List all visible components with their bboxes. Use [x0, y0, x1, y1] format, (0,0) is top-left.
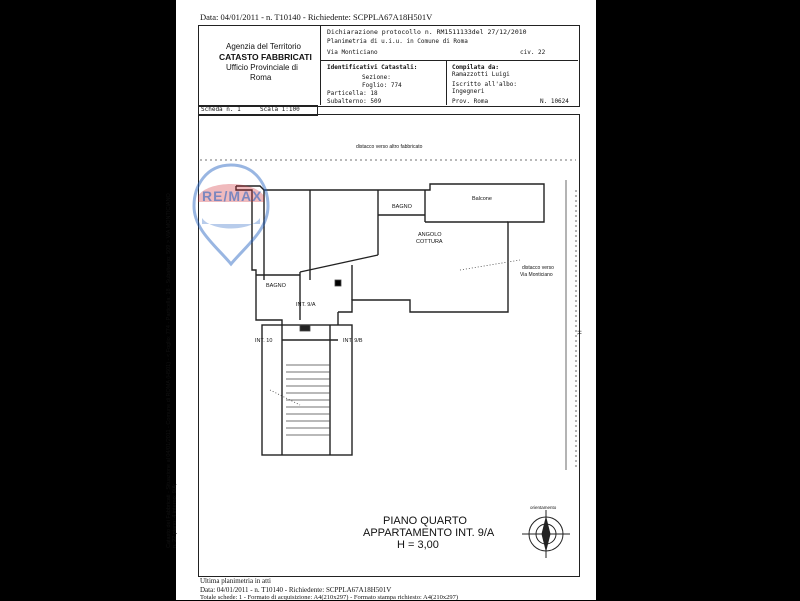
footer-height: H = 3,00	[397, 539, 439, 551]
agency-line4: Roma	[250, 73, 272, 82]
header-request-line: Data: 04/01/2011 - n. T10140 - Richiedente: SCPPLA67A18H501V	[200, 12, 433, 22]
compilata-title: Compilata da:	[452, 64, 499, 71]
label-balcone: Balcone	[472, 196, 492, 202]
identificativi-foglio: Foglio: 774	[362, 82, 402, 89]
label-right-vertical: H.	[575, 330, 582, 336]
identificativi-sezione: Sezione:	[362, 74, 391, 81]
compilata-albo: Ingegneri	[452, 88, 485, 95]
identificativi-subalterno: Subalterno: 509	[327, 98, 382, 105]
protocol-via: Via Monticiano	[327, 49, 378, 56]
label-angolo: ANGOLO	[418, 232, 442, 238]
scheda-scale: Scala 1:100	[260, 106, 300, 113]
watermark-text: RE/MAX	[202, 188, 263, 204]
label-bagno-upper: BAGNO	[392, 204, 412, 210]
footer-schede-line: Totale schede: 1 - Formato di acquisizione: A4(210x297) - Formato stampa richiesto: A4(210x297)	[200, 594, 459, 601]
scheda-number: Scheda n. 1	[201, 106, 241, 113]
agency-line1: Agenzia del Territorio	[226, 42, 302, 51]
compilata-name: Ramazzotti Luigi	[452, 71, 510, 78]
label-cottura: COTTURA	[416, 239, 443, 245]
compilata-num: N. 10624	[540, 98, 569, 105]
agency-line2: CATASTO FABBRICATI	[219, 52, 312, 62]
compilata-iscritto: Iscritto all'albo:	[452, 81, 518, 88]
footer-data-line: Data: 04/01/2011 - n. T10140 - Richiedente: SCPPLA67A18H501V	[200, 586, 392, 594]
agency-line3: Ufficio Provinciale di	[226, 63, 298, 72]
label-distacco-right-1: distacco verso	[522, 265, 554, 271]
protocol-planimetria: Planimetria di u.i.u. in Comune di Roma	[327, 38, 468, 45]
label-bagno-lower: BAGNO	[266, 283, 286, 289]
identificativi-particella: Particella: 18	[327, 90, 378, 97]
label-int-9b: INT. 9/B	[343, 338, 363, 344]
remax-watermark-logo	[188, 160, 274, 270]
label-distacco-top: distacco verso altro fabbricato	[356, 144, 423, 150]
label-orientamento: orientamento	[530, 505, 557, 510]
label-int-9a: INT. 9/A	[296, 302, 316, 308]
label-distacco-right-2: Via Monticiano	[520, 272, 553, 278]
label-int-10: INT. 10	[255, 338, 273, 344]
footer-ultima: Ultima planimetria in atti	[200, 577, 271, 585]
compilata-prov: Prov. Roma	[452, 98, 489, 105]
label-left-vertical: Catasto dei Fabbricati - Situazione al 04/01/2011 - Comune di ROMA (H501) - < Foglio: 774 - Particella: 18 - Subalterno: 509 > VIA MONTICIANO n. 22 piano: 4 interno: 9/A;	[166, 193, 178, 548]
footer-piano: PIANO QUARTO	[383, 515, 467, 527]
footer-appartamento: APPARTAMENTO INT. 9/A	[363, 527, 495, 539]
protocol-dichiarazione: Dichiarazione protocollo n. RM1511133del 27/12/2010	[327, 28, 527, 36]
protocol-civ: civ. 22	[520, 49, 546, 56]
identificativi-title: Identificativi Catastali:	[327, 64, 418, 71]
